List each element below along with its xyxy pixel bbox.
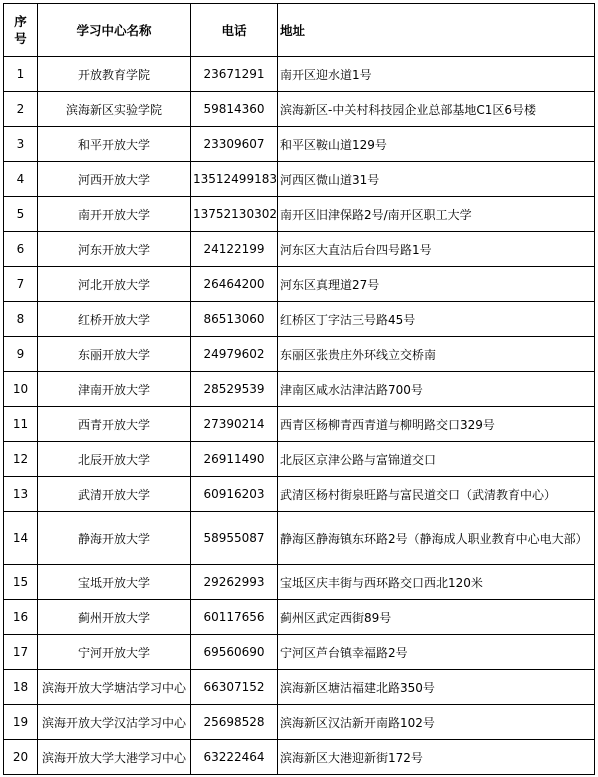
address: 津南区咸水沽津沽路700号 [278, 372, 595, 407]
row-number: 13 [4, 477, 38, 512]
row-number: 15 [4, 565, 38, 600]
address: 红桥区丁字沽三号路45号 [278, 302, 595, 337]
center-name: 滨海开放大学塘沽学习中心 [38, 670, 191, 705]
table-row [4, 57, 595, 92]
table-row [4, 635, 595, 670]
center-name: 静海开放大学 [38, 512, 191, 565]
table-row [4, 267, 595, 302]
row-number: 19 [4, 705, 38, 740]
row-number: 6 [4, 232, 38, 267]
phone-number: 26911490 [191, 442, 278, 477]
center-name: 北辰开放大学 [38, 442, 191, 477]
phone-number: 23309607 [191, 127, 278, 162]
table-row [4, 162, 595, 197]
address: 滨海新区汉沽新开南路102号 [278, 705, 595, 740]
address: 东丽区张贵庄外环线立交桥南 [278, 337, 595, 372]
center-name: 东丽开放大学 [38, 337, 191, 372]
center-name: 河西开放大学 [38, 162, 191, 197]
row-number: 14 [4, 512, 38, 565]
row-number: 3 [4, 127, 38, 162]
header-no-line1: 序 [14, 14, 27, 29]
phone-number: 24122199 [191, 232, 278, 267]
phone-number: 66307152 [191, 670, 278, 705]
address: 河东区真理道27号 [278, 267, 595, 302]
phone-number: 58955087 [191, 512, 278, 565]
row-number: 9 [4, 337, 38, 372]
phone-number: 59814360 [191, 92, 278, 127]
learning-center-table [3, 3, 595, 775]
table-row [4, 92, 595, 127]
header-tel: 电话 [191, 4, 278, 57]
center-name: 滨海新区实验学院 [38, 92, 191, 127]
center-name: 滨海开放大学汉沽学习中心 [38, 705, 191, 740]
row-number: 10 [4, 372, 38, 407]
address: 河西区微山道31号 [278, 162, 595, 197]
phone-number: 60117656 [191, 600, 278, 635]
table-row [4, 127, 595, 162]
center-name: 宝坻开放大学 [38, 565, 191, 600]
center-name: 南开开放大学 [38, 197, 191, 232]
row-number: 20 [4, 740, 38, 775]
address: 西青区杨柳青西青道与柳明路交口329号 [278, 407, 595, 442]
center-name: 武清开放大学 [38, 477, 191, 512]
row-number: 16 [4, 600, 38, 635]
row-number: 12 [4, 442, 38, 477]
center-name: 河东开放大学 [38, 232, 191, 267]
address: 河东区大直沽后台四号路1号 [278, 232, 595, 267]
center-name: 河北开放大学 [38, 267, 191, 302]
header-name: 学习中心名称 [38, 4, 191, 57]
phone-number: 86513060 [191, 302, 278, 337]
table-body [4, 57, 595, 775]
phone-number: 29262993 [191, 565, 278, 600]
center-name: 津南开放大学 [38, 372, 191, 407]
table-row [4, 197, 595, 232]
table-row [4, 670, 595, 705]
table-row [4, 337, 595, 372]
address: 滨海新区大港迎新街172号 [278, 740, 595, 775]
address: 静海区静海镇东环路2号（静海成人职业教育中心电大部） [278, 512, 595, 565]
address: 南开区迎水道1号 [278, 57, 595, 92]
address: 滨海新区塘沽福建北路350号 [278, 670, 595, 705]
address: 宝坻区庆丰街与西环路交口西北120米 [278, 565, 595, 600]
table-row [4, 407, 595, 442]
header-no-line2: 号 [14, 31, 27, 46]
phone-number: 23671291 [191, 57, 278, 92]
table-row [4, 740, 595, 775]
center-name: 开放教育学院 [38, 57, 191, 92]
center-name: 红桥开放大学 [38, 302, 191, 337]
table-row [4, 232, 595, 267]
row-number: 5 [4, 197, 38, 232]
table-row [4, 477, 595, 512]
table-row [4, 302, 595, 337]
row-number: 18 [4, 670, 38, 705]
phone-number: 27390214 [191, 407, 278, 442]
address: 滨海新区-中关村科技园企业总部基地C1区6号楼 [278, 92, 595, 127]
phone-number: 24979602 [191, 337, 278, 372]
row-number: 7 [4, 267, 38, 302]
address: 蓟州区武定西街89号 [278, 600, 595, 635]
row-number: 4 [4, 162, 38, 197]
phone-number: 13512499183 [191, 162, 278, 197]
phone-number: 69560690 [191, 635, 278, 670]
address: 和平区鞍山道129号 [278, 127, 595, 162]
center-name: 和平开放大学 [38, 127, 191, 162]
phone-number: 63222464 [191, 740, 278, 775]
address: 武清区杨村街泉旺路与富民道交口（武清教育中心） [278, 477, 595, 512]
table-row [4, 442, 595, 477]
row-number: 8 [4, 302, 38, 337]
row-number: 17 [4, 635, 38, 670]
phone-number: 25698528 [191, 705, 278, 740]
center-name: 宁河开放大学 [38, 635, 191, 670]
address: 宁河区芦台镇幸福路2号 [278, 635, 595, 670]
table-row [4, 565, 595, 600]
phone-number: 60916203 [191, 477, 278, 512]
table-row [4, 600, 595, 635]
center-name: 蓟州开放大学 [38, 600, 191, 635]
phone-number: 26464200 [191, 267, 278, 302]
table-row [4, 512, 595, 565]
row-number: 2 [4, 92, 38, 127]
phone-number: 28529539 [191, 372, 278, 407]
table-header-row [4, 4, 595, 57]
address: 北辰区京津公路与富锦道交口 [278, 442, 595, 477]
header-no [4, 4, 38, 57]
table-row [4, 705, 595, 740]
row-number: 1 [4, 57, 38, 92]
address: 南开区旧津保路2号/南开区职工大学 [278, 197, 595, 232]
table-row [4, 372, 595, 407]
row-number: 11 [4, 407, 38, 442]
center-name: 西青开放大学 [38, 407, 191, 442]
center-name: 滨海开放大学大港学习中心 [38, 740, 191, 775]
header-addr: 地址 [278, 4, 595, 57]
phone-number: 13752130302 [191, 197, 278, 232]
